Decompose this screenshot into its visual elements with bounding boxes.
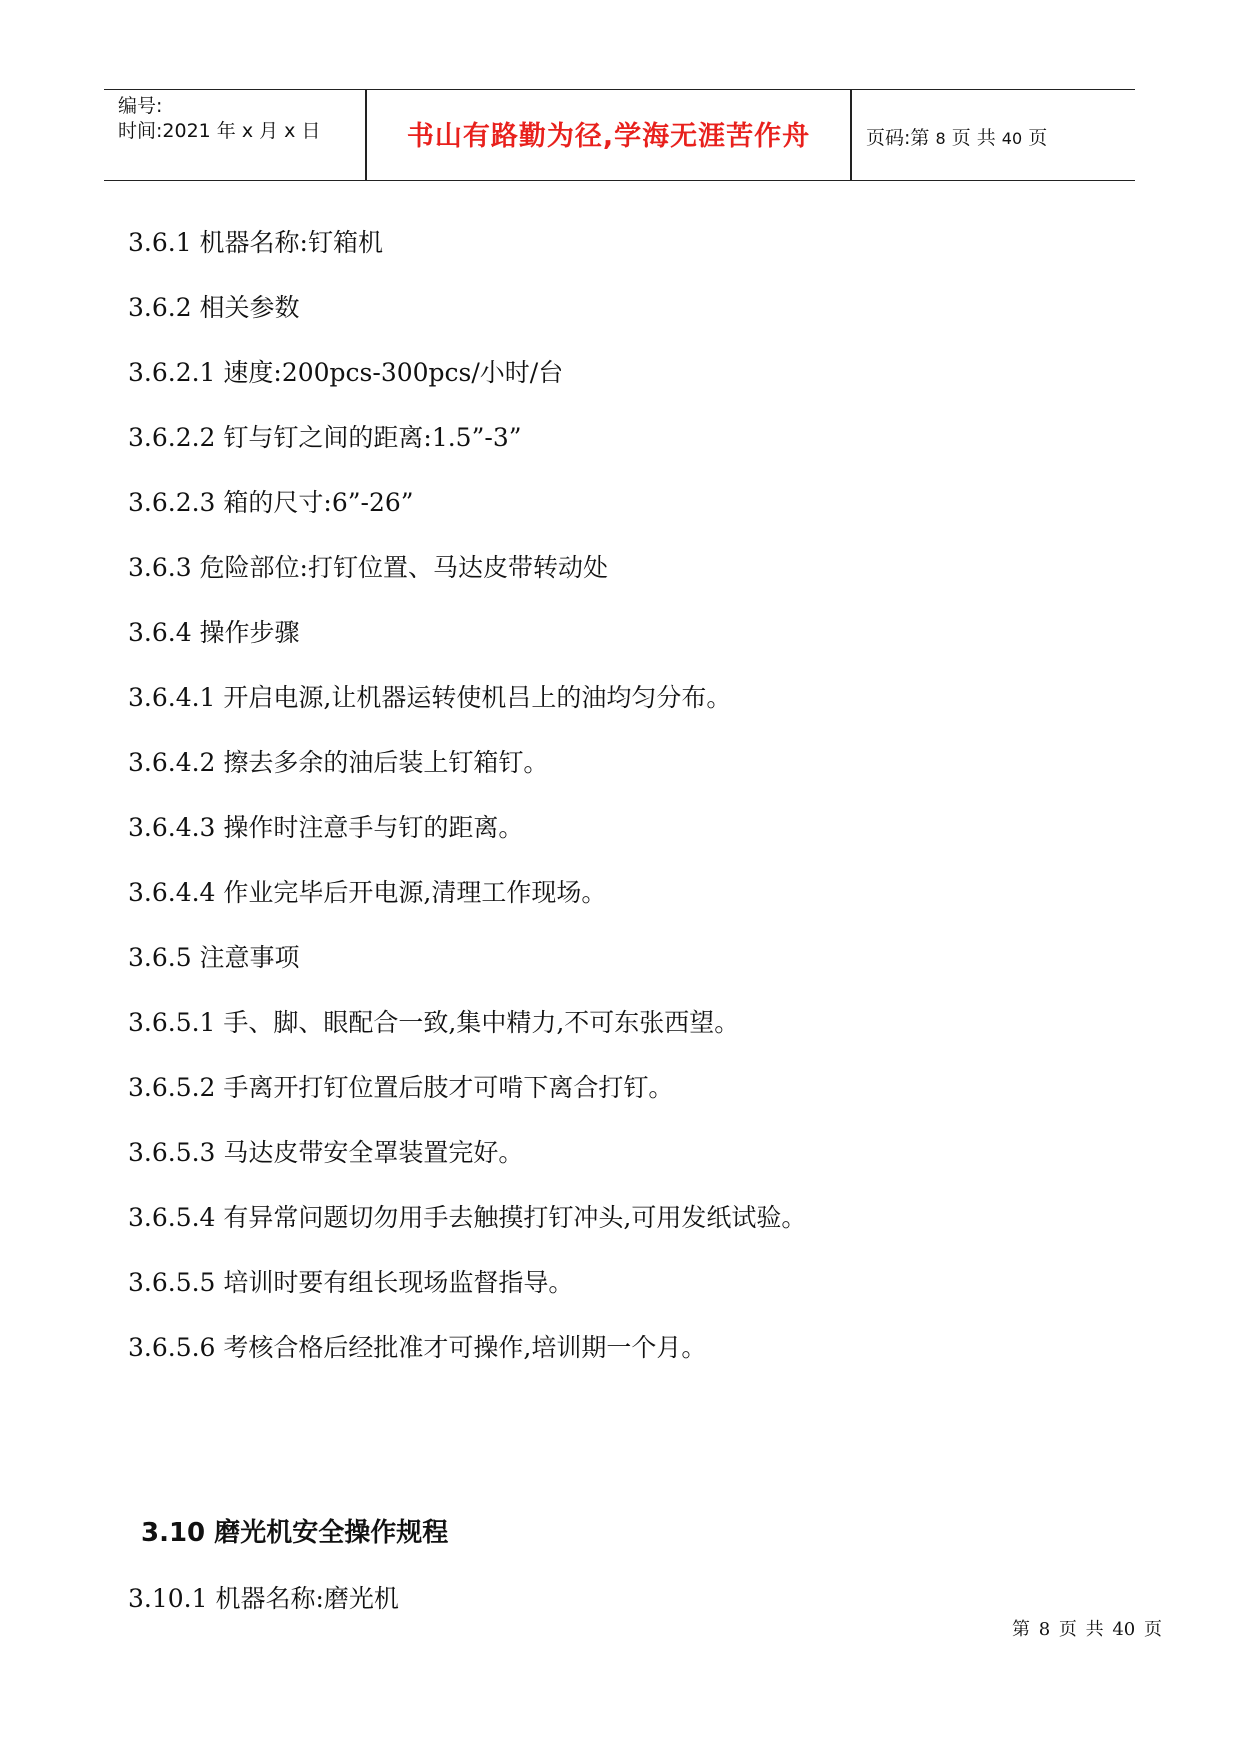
header-meta: [118, 94, 320, 144]
section-title: 3.10 磨光机安全操作规程: [141, 1518, 449, 1548]
body-line: 3.6.5.2 手离开打钉位置后肢才可啃下离合打钉。: [128, 1073, 674, 1102]
body-line: 3.6.4.3 操作时注意手与钉的距离。: [128, 813, 524, 842]
body-line: 3.6.4.1 开启电源,让机器运转使机吕上的油均匀分布。: [128, 683, 732, 712]
body-line: 3.6.3 危险部位:打钉位置、马达皮带转动处: [128, 553, 608, 582]
page-prefix: 页码:第: [866, 127, 930, 149]
body-line: 3.6.5.5 培训时要有组长现场监督指导。: [128, 1268, 574, 1297]
body-line: 3.6.4.4 作业完毕后开电源,清理工作现场。: [128, 878, 607, 907]
body-line: 3.6.5.6 考核合格后经批准才可操作,培训期一个月。: [128, 1333, 707, 1362]
body-line: 3.6.4.2 擦去多余的油后装上钉箱钉。: [128, 748, 549, 777]
document-body: [128, 221, 806, 1391]
document-number-label: 编号:: [118, 95, 163, 117]
body-line: 3.6.5.1 手、脚、眼配合一致,集中精力,不可东张西望。: [128, 1008, 740, 1037]
page-mid: 页 共: [951, 127, 996, 149]
body-line: 3.6.5 注意事项: [128, 943, 300, 972]
body-line: 3.6.2.3 箱的尺寸:6”-26”: [128, 488, 414, 517]
page-total: 40: [1001, 129, 1023, 148]
body-line: 3.6.5.4 有异常问题切勿用手去触摸打钉冲头,可用发纸试验。: [128, 1203, 807, 1232]
header-page-indicator: [866, 123, 1047, 150]
document-time-label: 时间:2021 年 x 月 x 日: [118, 120, 321, 142]
body-line: 3.6.2.1 速度:200pcs-300pcs/小时/台: [128, 358, 564, 387]
body-line: 3.6.4 操作步骤: [128, 618, 300, 647]
body-line: 3.6.2.2 钉与钉之间的距离:1.5”-3”: [128, 423, 522, 452]
section-first-line: 3.10.1 机器名称:磨光机: [128, 1584, 399, 1613]
page-header: [104, 89, 1135, 181]
body-line: 3.6.2 相关参数: [128, 293, 300, 322]
header-divider-right: [850, 90, 852, 180]
body-line: 3.6.5.3 马达皮带安全罩装置完好。: [128, 1138, 524, 1167]
page-number: 8: [935, 129, 946, 148]
body-line: 3.6.1 机器名称:钉箱机: [128, 228, 383, 257]
page-suffix: 页: [1028, 127, 1048, 149]
header-motto: 书山有路勤为径,学海无涯苦作舟: [406, 121, 811, 152]
page-footer: 第 8 页 共 40 页: [1012, 1619, 1162, 1640]
